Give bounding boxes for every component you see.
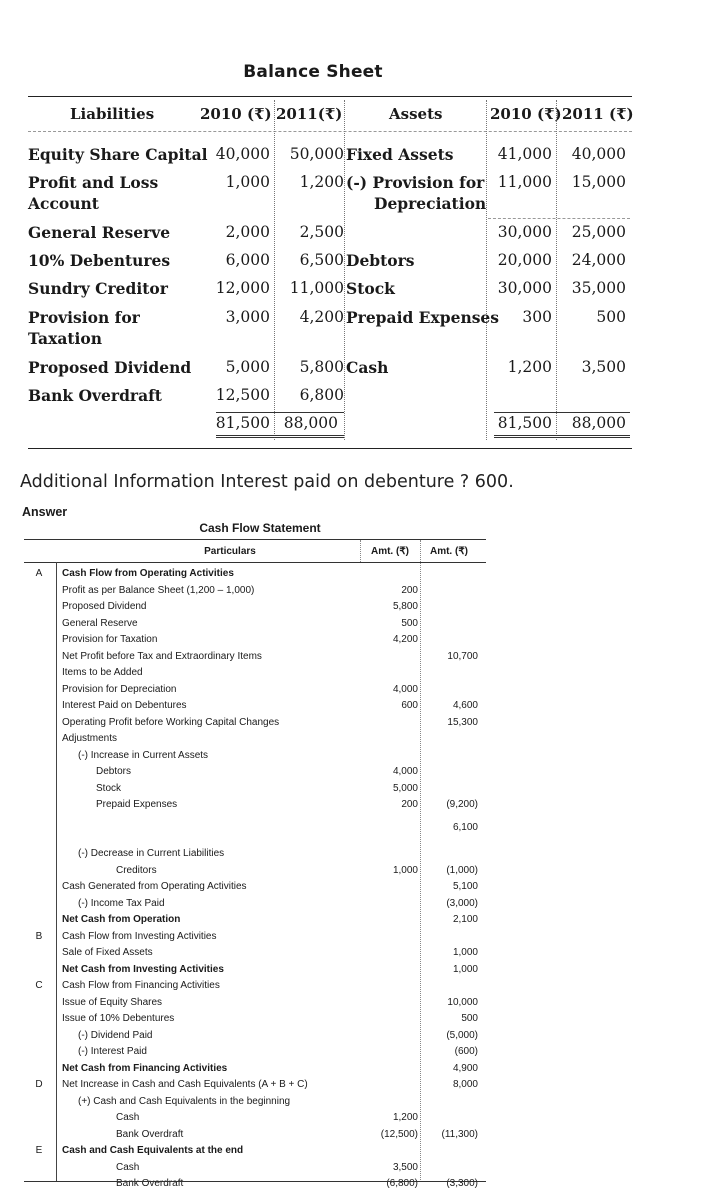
cf-row [0,962,712,978]
cf-row [0,698,712,714]
cf-amount-2: 8,000 [452,1079,478,1090]
bs-liability-name: General Reserve [28,223,171,242]
cf-row [0,1077,712,1093]
cf-particular: Creditors [116,864,157,876]
bs-liability-name: Proposed Dividend [28,358,192,377]
cf-amount-2: (600) [454,1046,478,1057]
cf-row [0,632,712,648]
bs-asset-name: Depreciation [374,194,487,213]
bs-liability-2010: 12,500 [215,386,270,404]
cf-amount-1: 200 [401,799,418,810]
bs-liability-2011: 5,800 [299,358,344,376]
bs-liability-2010: 40,000 [215,145,270,163]
answer-label: Answer [22,505,68,519]
cf-particular: Sale of Fixed Assets [62,947,153,958]
bs-asset-name: (-) Provision for [346,173,485,192]
cf-row [0,978,712,994]
cf-amount-2: 1,000 [452,963,478,975]
balance-sheet-title: Balance Sheet [243,62,383,82]
bs-header-a2011: 2011 (₹) [562,105,634,123]
bs-asset-2011: 500 [596,308,626,326]
bs-col-divider [344,100,345,440]
cf-particular: Cash Generated from Operating Activities [62,881,247,892]
bs-asset-2011: 25,000 [571,223,626,241]
bs-asset-name: Fixed Assets [346,145,454,164]
cf-particular: Net Profit before Tax and Extraordinary Items [62,650,262,662]
cf-row [0,649,712,665]
cf-particular: General Reserve [62,617,138,629]
bs-liability-2011: 11,000 [289,279,344,297]
bs-header-a2010: 2010 (₹) [490,105,562,123]
cf-particular: Bank Overdraft [116,1128,184,1140]
bs-total-l2010: 81,500 [215,414,270,432]
bs-asset-2010: 30,000 [497,223,552,241]
cf-header-rule [24,562,486,563]
cf-particular: Issue of Equity Shares [62,996,163,1008]
bs-liability-name: 10% Debentures [28,251,171,270]
cf-amount-2: 5,100 [452,881,478,892]
bs-asset-name: Stock [346,279,395,298]
cf-row [0,1143,712,1159]
bs-total-a2010: 81,500 [497,414,552,432]
cf-amount-2: 6,100 [452,821,478,833]
cf-row [0,995,712,1011]
bs-total-l2011: 88,000 [283,414,338,432]
bs-liability-name: Bank Overdraft [28,386,162,405]
cf-row [0,797,712,813]
cf-row [0,1061,712,1077]
cf-row [0,929,712,945]
cf-row [0,616,712,632]
cf-row [0,599,712,615]
cf-particular: Net Cash from Operation [62,914,181,925]
cf-amount-1: (6,800) [386,1178,418,1189]
bs-asset-2011: 3,500 [581,358,626,376]
cf-particular: Net Increase in Cash and Cash Equivalents (A + B + C) [62,1079,308,1090]
cf-amount-2: 2,100 [452,914,478,925]
bs-liability-2010: 3,000 [225,308,270,326]
cf-particular: Proposed Dividend [62,601,147,612]
cf-particular: Items to be Added [62,667,143,678]
cf-row [0,1044,712,1060]
bs-asset-name: Cash [346,358,389,377]
bs-total-a2011: 88,000 [571,414,626,432]
cf-amount-1: 5,000 [392,782,418,794]
cf-row [0,566,712,582]
cf-amount-1: 4,000 [392,683,418,695]
cf-amount-2: (5,000) [446,1029,478,1041]
cf-particular: Cash [116,1112,140,1123]
cf-section-letter: E [35,1145,43,1156]
bs-liability-2011: 4,200 [299,308,344,326]
bs-asset-name: Debtors [346,251,415,270]
cf-row [0,1110,712,1126]
cf-amount-1: 500 [401,617,418,629]
bs-col-divider [274,100,275,440]
cf-amount-2: 10,700 [447,650,478,662]
cf-particular: Cash Flow from Investing Activities [62,930,217,942]
cf-amount-2: 4,900 [452,1062,478,1074]
cf-row [0,1094,712,1110]
cf-particular: Debtors [96,766,132,777]
cf-amount-2: (11,300) [441,1128,478,1140]
cf-row [0,1028,712,1044]
cf-amount-2: (3,000) [446,897,478,909]
cf-amount-2: 10,000 [447,996,478,1008]
bs-liability-name: Equity Share Capital [28,145,208,164]
cf-amount-1: 200 [401,584,418,596]
cf-row [0,781,712,797]
cf-row [0,896,712,912]
cf-particular: (-) Increase in Current Assets [78,749,209,761]
cf-row [0,665,712,681]
cf-particular: (+) Cash and Cash Equivalents in the beginning [78,1095,291,1107]
cf-row [0,748,712,764]
bs-header-liabilities: Liabilities [70,105,155,123]
bs-asset-2011: 24,000 [571,251,626,269]
cf-amount-2: 1,000 [452,947,478,958]
cf-particular: Net Cash from Financing Activities [62,1062,228,1074]
cf-amount-1: 4,000 [392,766,418,777]
bs-liability-2011: 2,500 [299,223,344,241]
cf-row [0,879,712,895]
cf-particular: Profit as per Balance Sheet (1,200 – 1,000) [62,584,255,596]
cf-row [0,1127,712,1143]
cf-particular: Net Cash from Investing Activities [62,963,224,975]
bs-liability-name: Sundry Creditor [28,279,168,298]
bs-asset-2010: 11,000 [497,173,552,191]
bs-asset-2011: 15,000 [571,173,626,191]
bs-liability-name: Profit and Loss [28,173,159,192]
cf-amount-1: 1,200 [392,1112,418,1123]
bs-header-assets: Assets [389,105,443,123]
cf-section-letter: C [35,980,43,991]
bs-liability-2010: 6,000 [225,251,270,269]
cf-header-row [0,544,712,560]
cf-amount-2: (3,300) [446,1178,478,1189]
bs-asset-2010: 30,000 [497,279,552,297]
cf-row [0,945,712,961]
cf-col-divider [360,540,361,562]
cf-particular: Provision for Depreciation [62,683,177,695]
bs-subtotal-rule [488,218,630,219]
cf-particular: Stock [96,782,122,794]
bs-header-l2010: 2010 (₹) [200,105,272,123]
cf-particular: Cash [116,1161,140,1173]
cf-particular: Cash Flow from Operating Activities [62,568,234,579]
bs-top-rule [28,96,632,97]
cf-header-particulars: Particulars [204,546,256,557]
cf-header-amt1: Amt. (₹) [370,546,410,557]
cf-row [0,1160,712,1176]
cf-section-letter: A [35,568,43,579]
bs-asset-2010: 300 [522,308,552,326]
bs-liability-2010: 1,000 [225,173,270,191]
cf-particular: Cash and Cash Equivalents at the end [62,1145,244,1156]
bs-liability-2011: 1,200 [299,173,344,191]
cf-particular: (-) Dividend Paid [78,1029,153,1041]
cf-row [0,846,712,862]
cf-particular: Provision for Taxation [62,634,158,645]
bs-col-divider [556,100,557,440]
bs-asset-name: Prepaid Expenses [346,308,500,327]
cf-amount-2: 15,300 [447,716,478,728]
cf-row [0,764,712,780]
cf-top-rule [24,539,486,540]
bs-bottom-rule [28,448,632,449]
bs-liability-2011: 6,500 [299,251,344,269]
cf-row [0,863,712,879]
cf-particular: Issue of 10% Debentures [62,1013,175,1024]
cf-section-letter: B [35,930,43,942]
cf-amount-2: 4,600 [452,700,478,711]
bs-asset-2011: 40,000 [571,145,626,163]
cf-header-amt2: Amt. (₹) [429,546,469,557]
cf-section-letter: D [35,1079,43,1090]
cf-row [0,583,712,599]
cf-bottom-rule [24,1181,486,1182]
cf-amount-2: (1,000) [446,864,478,876]
bs-header-rule [28,131,632,132]
cf-row [0,1011,712,1027]
cf-amount-1: (12,500) [380,1128,418,1140]
bs-liability-name: Provision for [28,308,140,327]
cf-row [0,912,712,928]
bs-asset-2010: 41,000 [497,145,552,163]
cf-particular: Cash Flow from Financing Activities [62,980,220,991]
bs-liability-2011: 6,800 [299,386,344,404]
cf-amount-1: 1,000 [392,864,418,876]
bs-asset-2010: 20,000 [497,251,552,269]
additional-information: Additional Information Interest paid on debenture ? 600. [20,472,514,492]
cf-amount-2: (9,200) [446,799,478,810]
cf-row [0,1176,712,1192]
bs-liability-2010: 5,000 [225,358,270,376]
bs-liability-2011: 50,000 [289,145,344,163]
cf-amount-1: 3,500 [392,1161,418,1173]
cf-amount-1: 4,200 [392,634,418,645]
cf-particular: Bank Overdraft [116,1178,184,1189]
bs-liability-2010: 12,000 [215,279,270,297]
bs-liability-name: Taxation [28,329,103,348]
bs-header-l2011: 2011(₹) [276,105,343,123]
bs-asset-2010: 1,200 [507,358,552,376]
cash-flow-title: Cash Flow Statement [199,521,321,535]
cf-particular: Operating Profit before Working Capital Changes [62,716,280,728]
cf-particular: Prepaid Expenses [96,799,178,810]
cf-amount-2: 500 [461,1013,478,1024]
cf-row [0,820,712,836]
cf-row [0,731,712,747]
bs-asset-2011: 35,000 [571,279,626,297]
cf-particular: Adjustments [62,733,118,744]
cf-row [0,682,712,698]
cf-particular: Interest Paid on Debentures [62,700,187,711]
bs-liability-name: Account [28,194,99,213]
cf-particular: (-) Interest Paid [78,1046,147,1057]
cf-particular: (-) Decrease in Current Liabilities [78,848,225,859]
cf-amount-1: 600 [401,700,418,711]
cf-particular: (-) Income Tax Paid [78,897,165,909]
bs-liability-2010: 2,000 [225,223,270,241]
cf-amount-1: 5,800 [392,601,418,612]
cf-row [0,715,712,731]
